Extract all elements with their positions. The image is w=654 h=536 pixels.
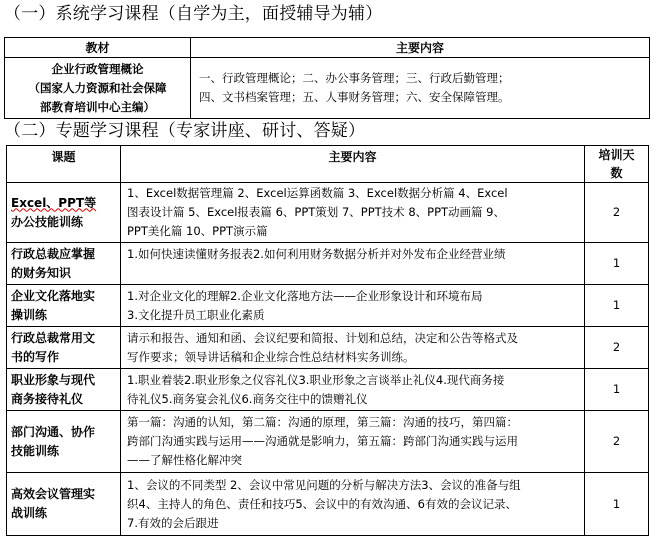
content-line: 第一篇：沟通的认知，第二篇：沟通的原理，第三篇：沟通的技巧，第四篇：: [127, 415, 518, 429]
content-cell: [121, 369, 585, 411]
days-cell: 1: [585, 243, 649, 285]
days-cell: 2: [585, 411, 649, 473]
topic-course-table: [6, 145, 649, 536]
table-row: [7, 183, 649, 243]
content-line: 织4、主持人的角色、责任和技巧5、会议中的有效沟通、6有效的会议记录、: [127, 496, 517, 511]
content-line: 图表设计篇 5、Excel报表篇 6、PPT策划 7、PPT技术 8、PPT动画篇 9、: [127, 205, 506, 219]
topic-line: 技能训练: [11, 443, 60, 458]
content-line: 1、会议的不同类型 2、会议中常见问题的分析与解决方法3、会议的准备与组: [127, 477, 521, 492]
header-days-line: 数: [610, 166, 623, 180]
table-row: [7, 411, 649, 473]
content-line: PPT美化篇 10、PPT演示篇: [127, 224, 268, 238]
content-line: 1.如何快速读懂财务报表2.如何利用财务数据分析并对外发布企业经营业绩: [127, 247, 506, 261]
table-row: [7, 369, 649, 411]
topic-line: 部门沟通、协作: [11, 424, 96, 439]
topic-line: Excel、PPT等: [11, 195, 97, 210]
table-row: [7, 473, 649, 536]
table-row: [5, 58, 650, 119]
days-cell: 1: [585, 369, 649, 411]
days-cell: 1: [585, 285, 649, 327]
header-book: 教材: [5, 38, 191, 58]
topic-line: 行政总裁常用文: [11, 330, 96, 345]
topic-line: 办公技能训练: [11, 214, 84, 229]
topic-line: 职业形象与现代: [11, 372, 96, 387]
content-line: 7.有效的会后跟进: [127, 515, 219, 530]
book-line: （国家人力资源和社会保障: [28, 80, 167, 95]
topic-cell: [7, 411, 121, 473]
topic-line: 商务接待礼仪: [11, 391, 84, 406]
content-line: 写作要求；领导讲话稿和企业综合性总结材料实务训练。: [127, 349, 415, 364]
topic-cell: [7, 369, 121, 411]
section2-heading: （二）专题学习课程（专家讲座、研讨、答疑）: [4, 121, 366, 141]
book-line: 企业行政管理概论: [51, 61, 144, 76]
content-cell: [121, 285, 585, 327]
textbook-content: [191, 58, 650, 119]
topic-cell: [7, 327, 121, 369]
topic-line: 企业文化落地实: [11, 288, 96, 303]
topic-table-header: [7, 146, 649, 183]
content-cell: [121, 411, 585, 473]
content-cell: [121, 243, 585, 285]
textbook-name: [5, 58, 191, 119]
book-line: 部教育培训中心主编）: [40, 99, 155, 114]
content-line: 1.对企业文化的理解2.企业文化落地方法——企业形象设计和环境布局: [127, 288, 483, 303]
table-row: [7, 285, 649, 327]
days-cell: 2: [585, 183, 649, 243]
topic-line: 战训练: [11, 506, 48, 520]
topic-cell: [7, 473, 121, 536]
header-content: 主要内容: [121, 146, 585, 183]
textbook-table: [4, 37, 650, 119]
topic-line: 操训练: [11, 307, 48, 322]
topic-line: 高效会议管理实: [11, 487, 96, 501]
table-row: [7, 327, 649, 369]
table-row: [7, 243, 649, 285]
topic-cell: [7, 285, 121, 327]
days-cell: 2: [585, 327, 649, 369]
content-line: 请示和报告、通知和函、会议纪要和简报、计划和总结，决定和公告等格式及: [127, 330, 518, 345]
topic-line: 行政总裁应掌握: [11, 246, 96, 261]
topic-cell: [7, 243, 121, 285]
header-topic: 课题: [7, 146, 121, 183]
content-line: ——了解性格化解冲突: [127, 453, 242, 467]
days-cell: 1: [585, 473, 649, 536]
content-line: 1.职业着装2.职业形象之仪容礼仪3.职业形象之言谈举止礼仪4.现代商务接: [127, 372, 505, 387]
textbook-table-header: [5, 38, 650, 58]
content-cell: [121, 473, 585, 536]
content-line: 一、行政管理概论；二、办公事务管理；三、行政后勤管理；: [199, 71, 510, 85]
content-line: 3.文化提升员工职业化素质: [127, 307, 265, 322]
content-line: 待礼仪5.商务宴会礼仪6.商务交往中的馈赠礼仪: [127, 391, 368, 406]
content-line: 四、文书档案管理；五、人事财务管理；六、安全保障管理。: [199, 90, 510, 104]
header-content: 主要内容: [191, 38, 650, 58]
topic-line: 的财务知识: [11, 265, 72, 280]
topic-line: 书的写作: [11, 349, 60, 364]
topic-cell: [7, 183, 121, 243]
section1-heading: （一）系统学习课程（自学为主，面授辅导为辅）: [4, 4, 383, 24]
content-line: 跨部门沟通实践与运用——沟通就是影响力，第五篇：跨部门沟通实践与运用: [127, 434, 518, 448]
header-days-line: 培训天: [598, 148, 635, 162]
content-cell: [121, 183, 585, 243]
content-line: 1、Excel数据管理篇 2、Excel运算函数篇 3、Excel数据分析篇 4、Excel: [127, 186, 508, 200]
content-cell: [121, 327, 585, 369]
header-days: [585, 146, 649, 183]
